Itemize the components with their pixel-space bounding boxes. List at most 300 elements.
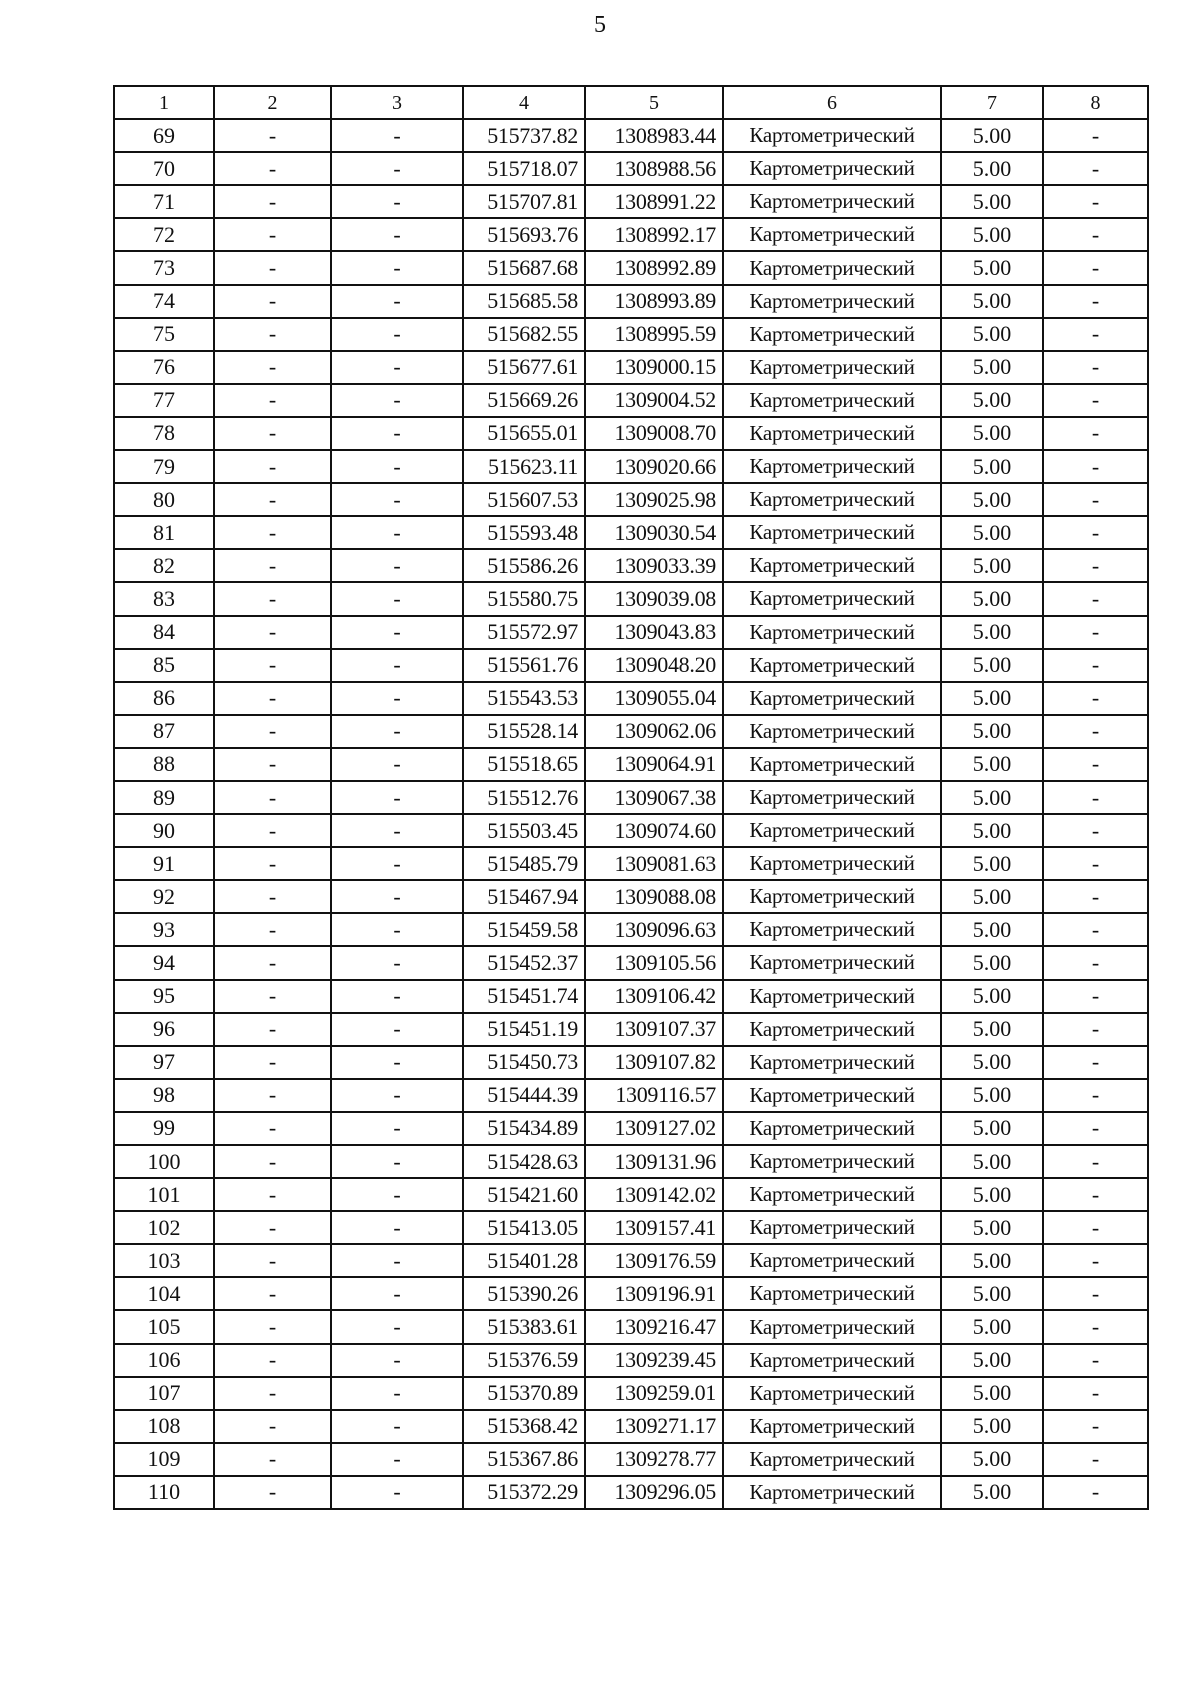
col8-cell: - — [1043, 1443, 1148, 1476]
y-coordinate-cell: 1309106.42 — [585, 980, 723, 1013]
col3-cell: - — [331, 980, 463, 1013]
method-cell: Картометрический — [723, 384, 941, 417]
x-coordinate-cell: 515718.07 — [463, 152, 585, 185]
x-coordinate-cell: 515467.94 — [463, 880, 585, 913]
accuracy-cell: 5.00 — [941, 483, 1043, 516]
point-number-cell: 99 — [114, 1112, 214, 1145]
method-cell: Картометрический — [723, 582, 941, 615]
col2-cell: - — [214, 1145, 331, 1178]
table-header-row — [114, 86, 1148, 119]
x-coordinate-cell: 515737.82 — [463, 119, 585, 152]
col3-cell: - — [331, 1377, 463, 1410]
accuracy-cell: 5.00 — [941, 1046, 1043, 1079]
col8-cell: - — [1043, 1178, 1148, 1211]
point-number-cell: 106 — [114, 1344, 214, 1377]
x-coordinate-cell: 515367.86 — [463, 1443, 585, 1476]
point-number-cell: 80 — [114, 483, 214, 516]
col2-cell: - — [214, 218, 331, 251]
col8-cell: - — [1043, 1112, 1148, 1145]
x-coordinate-cell: 515390.26 — [463, 1277, 585, 1310]
method-cell: Картометрический — [723, 715, 941, 748]
accuracy-cell: 5.00 — [941, 980, 1043, 1013]
y-coordinate-cell: 1309296.05 — [585, 1476, 723, 1509]
col8-cell: - — [1043, 649, 1148, 682]
col8-cell: - — [1043, 318, 1148, 351]
point-number-cell: 96 — [114, 1013, 214, 1046]
point-number-cell: 84 — [114, 616, 214, 649]
col8-cell: - — [1043, 1244, 1148, 1277]
x-coordinate-cell: 515368.42 — [463, 1410, 585, 1443]
method-cell: Картометрический — [723, 417, 941, 450]
col2-cell: - — [214, 1476, 331, 1509]
method-cell: Картометрический — [723, 1178, 941, 1211]
y-coordinate-cell: 1309081.63 — [585, 847, 723, 880]
y-coordinate-cell: 1309142.02 — [585, 1178, 723, 1211]
y-coordinate-cell: 1309196.91 — [585, 1277, 723, 1310]
accuracy-cell: 5.00 — [941, 285, 1043, 318]
column-header-3: 3 — [331, 86, 463, 119]
col2-cell: - — [214, 847, 331, 880]
x-coordinate-cell: 515444.39 — [463, 1079, 585, 1112]
accuracy-cell: 5.00 — [941, 549, 1043, 582]
point-number-cell: 110 — [114, 1476, 214, 1509]
accuracy-cell: 5.00 — [941, 516, 1043, 549]
col8-cell: - — [1043, 715, 1148, 748]
y-coordinate-cell: 1309004.52 — [585, 384, 723, 417]
method-cell: Картометрический — [723, 318, 941, 351]
method-cell: Картометрический — [723, 781, 941, 814]
col3-cell: - — [331, 913, 463, 946]
col3-cell: - — [331, 450, 463, 483]
point-number-cell: 74 — [114, 285, 214, 318]
col8-cell: - — [1043, 152, 1148, 185]
page-number: 5 — [594, 12, 606, 38]
accuracy-cell: 5.00 — [941, 748, 1043, 781]
col8-cell: - — [1043, 1145, 1148, 1178]
table-row — [114, 351, 1148, 384]
table-row — [114, 913, 1148, 946]
method-cell: Картометрический — [723, 1013, 941, 1046]
table-row — [114, 748, 1148, 781]
col3-cell: - — [331, 748, 463, 781]
y-coordinate-cell: 1309064.91 — [585, 748, 723, 781]
col2-cell: - — [214, 1178, 331, 1211]
point-number-cell: 108 — [114, 1410, 214, 1443]
table-row — [114, 483, 1148, 516]
col3-cell: - — [331, 417, 463, 450]
column-header-2: 2 — [214, 86, 331, 119]
col3-cell: - — [331, 1112, 463, 1145]
point-number-cell: 94 — [114, 946, 214, 979]
accuracy-cell: 5.00 — [941, 218, 1043, 251]
col8-cell: - — [1043, 351, 1148, 384]
col2-cell: - — [214, 1046, 331, 1079]
col8-cell: - — [1043, 1046, 1148, 1079]
method-cell: Картометрический — [723, 285, 941, 318]
accuracy-cell: 5.00 — [941, 1443, 1043, 1476]
method-cell: Картометрический — [723, 1145, 941, 1178]
table-row — [114, 1476, 1148, 1509]
col8-cell: - — [1043, 913, 1148, 946]
table-row — [114, 251, 1148, 284]
y-coordinate-cell: 1309107.37 — [585, 1013, 723, 1046]
y-coordinate-cell: 1309107.82 — [585, 1046, 723, 1079]
x-coordinate-cell: 515518.65 — [463, 748, 585, 781]
y-coordinate-cell: 1308992.17 — [585, 218, 723, 251]
column-header-6: 6 — [723, 86, 941, 119]
table-row — [114, 616, 1148, 649]
accuracy-cell: 5.00 — [941, 649, 1043, 682]
col2-cell: - — [214, 880, 331, 913]
col8-cell: - — [1043, 582, 1148, 615]
x-coordinate-cell: 515685.58 — [463, 285, 585, 318]
accuracy-cell: 5.00 — [941, 682, 1043, 715]
col2-cell: - — [214, 483, 331, 516]
col8-cell: - — [1043, 450, 1148, 483]
y-coordinate-cell: 1309055.04 — [585, 682, 723, 715]
col8-cell: - — [1043, 119, 1148, 152]
col8-cell: - — [1043, 748, 1148, 781]
table-row — [114, 715, 1148, 748]
x-coordinate-cell: 515682.55 — [463, 318, 585, 351]
col8-cell: - — [1043, 1277, 1148, 1310]
method-cell: Картометрический — [723, 483, 941, 516]
col2-cell: - — [214, 285, 331, 318]
table-row — [114, 318, 1148, 351]
col3-cell: - — [331, 1476, 463, 1509]
accuracy-cell: 5.00 — [941, 1112, 1043, 1145]
col2-cell: - — [214, 1344, 331, 1377]
col3-cell: - — [331, 384, 463, 417]
col3-cell: - — [331, 318, 463, 351]
col8-cell: - — [1043, 980, 1148, 1013]
point-number-cell: 88 — [114, 748, 214, 781]
col8-cell: - — [1043, 847, 1148, 880]
col3-cell: - — [331, 1443, 463, 1476]
y-coordinate-cell: 1309096.63 — [585, 913, 723, 946]
col8-cell: - — [1043, 251, 1148, 284]
col2-cell: - — [214, 516, 331, 549]
method-cell: Картометрический — [723, 980, 941, 1013]
table-row — [114, 1377, 1148, 1410]
y-coordinate-cell: 1309278.77 — [585, 1443, 723, 1476]
y-coordinate-cell: 1309239.45 — [585, 1344, 723, 1377]
col3-cell: - — [331, 946, 463, 979]
point-number-cell: 92 — [114, 880, 214, 913]
col8-cell: - — [1043, 549, 1148, 582]
method-cell: Картометрический — [723, 814, 941, 847]
point-number-cell: 85 — [114, 649, 214, 682]
method-cell: Картометрический — [723, 1079, 941, 1112]
y-coordinate-cell: 1309000.15 — [585, 351, 723, 384]
y-coordinate-cell: 1308991.22 — [585, 185, 723, 218]
method-cell: Картометрический — [723, 1277, 941, 1310]
col2-cell: - — [214, 1244, 331, 1277]
col8-cell: - — [1043, 814, 1148, 847]
point-number-cell: 72 — [114, 218, 214, 251]
method-cell: Картометрический — [723, 682, 941, 715]
table-row — [114, 781, 1148, 814]
col8-cell: - — [1043, 384, 1148, 417]
accuracy-cell: 5.00 — [941, 913, 1043, 946]
method-cell: Картометрический — [723, 351, 941, 384]
col2-cell: - — [214, 1112, 331, 1145]
y-coordinate-cell: 1309020.66 — [585, 450, 723, 483]
table-row — [114, 1344, 1148, 1377]
col3-cell: - — [331, 1344, 463, 1377]
accuracy-cell: 5.00 — [941, 1178, 1043, 1211]
point-number-cell: 95 — [114, 980, 214, 1013]
y-coordinate-cell: 1309131.96 — [585, 1145, 723, 1178]
column-header-4: 4 — [463, 86, 585, 119]
accuracy-cell: 5.00 — [941, 1410, 1043, 1443]
accuracy-cell: 5.00 — [941, 616, 1043, 649]
accuracy-cell: 5.00 — [941, 417, 1043, 450]
col2-cell: - — [214, 384, 331, 417]
table-row — [114, 1079, 1148, 1112]
col3-cell: - — [331, 152, 463, 185]
method-cell: Картометрический — [723, 152, 941, 185]
y-coordinate-cell: 1308983.44 — [585, 119, 723, 152]
col2-cell: - — [214, 1013, 331, 1046]
y-coordinate-cell: 1309259.01 — [585, 1377, 723, 1410]
point-number-cell: 109 — [114, 1443, 214, 1476]
x-coordinate-cell: 515607.53 — [463, 483, 585, 516]
table-row — [114, 1443, 1148, 1476]
col8-cell: - — [1043, 483, 1148, 516]
x-coordinate-cell: 515586.26 — [463, 549, 585, 582]
table-row — [114, 682, 1148, 715]
point-number-cell: 103 — [114, 1244, 214, 1277]
x-coordinate-cell: 515421.60 — [463, 1178, 585, 1211]
column-header-5: 5 — [585, 86, 723, 119]
col8-cell: - — [1043, 616, 1148, 649]
method-cell: Картометрический — [723, 649, 941, 682]
accuracy-cell: 5.00 — [941, 880, 1043, 913]
point-number-cell: 77 — [114, 384, 214, 417]
method-cell: Картометрический — [723, 847, 941, 880]
col3-cell: - — [331, 1310, 463, 1343]
col2-cell: - — [214, 781, 331, 814]
col2-cell: - — [214, 682, 331, 715]
accuracy-cell: 5.00 — [941, 450, 1043, 483]
col3-cell: - — [331, 582, 463, 615]
col8-cell: - — [1043, 880, 1148, 913]
col2-cell: - — [214, 185, 331, 218]
col2-cell: - — [214, 1211, 331, 1244]
point-number-cell: 105 — [114, 1310, 214, 1343]
table-row — [114, 1112, 1148, 1145]
method-cell: Картометрический — [723, 1377, 941, 1410]
x-coordinate-cell: 515450.73 — [463, 1046, 585, 1079]
point-number-cell: 102 — [114, 1211, 214, 1244]
y-coordinate-cell: 1309176.59 — [585, 1244, 723, 1277]
table-row — [114, 1145, 1148, 1178]
y-coordinate-cell: 1309025.98 — [585, 483, 723, 516]
method-cell: Картометрический — [723, 1046, 941, 1079]
table-row — [114, 1211, 1148, 1244]
table-body — [114, 119, 1148, 1509]
col2-cell: - — [214, 946, 331, 979]
accuracy-cell: 5.00 — [941, 946, 1043, 979]
point-number-cell: 82 — [114, 549, 214, 582]
col3-cell: - — [331, 1277, 463, 1310]
col3-cell: - — [331, 516, 463, 549]
table-row — [114, 847, 1148, 880]
point-number-cell: 87 — [114, 715, 214, 748]
x-coordinate-cell: 515401.28 — [463, 1244, 585, 1277]
point-number-cell: 91 — [114, 847, 214, 880]
y-coordinate-cell: 1309116.57 — [585, 1079, 723, 1112]
point-number-cell: 69 — [114, 119, 214, 152]
col3-cell: - — [331, 616, 463, 649]
col3-cell: - — [331, 549, 463, 582]
method-cell: Картометрический — [723, 1476, 941, 1509]
col2-cell: - — [214, 549, 331, 582]
col2-cell: - — [214, 152, 331, 185]
x-coordinate-cell: 515451.74 — [463, 980, 585, 1013]
col2-cell: - — [214, 616, 331, 649]
point-number-cell: 89 — [114, 781, 214, 814]
method-cell: Картометрический — [723, 616, 941, 649]
col8-cell: - — [1043, 1377, 1148, 1410]
col2-cell: - — [214, 1310, 331, 1343]
col8-cell: - — [1043, 285, 1148, 318]
coordinates-table — [113, 85, 1149, 1510]
x-coordinate-cell: 515677.61 — [463, 351, 585, 384]
x-coordinate-cell: 515413.05 — [463, 1211, 585, 1244]
col3-cell: - — [331, 649, 463, 682]
col2-cell: - — [214, 1377, 331, 1410]
method-cell: Картометрический — [723, 1344, 941, 1377]
method-cell: Картометрический — [723, 516, 941, 549]
x-coordinate-cell: 515376.59 — [463, 1344, 585, 1377]
table-row — [114, 582, 1148, 615]
col3-cell: - — [331, 351, 463, 384]
method-cell: Картометрический — [723, 450, 941, 483]
point-number-cell: 97 — [114, 1046, 214, 1079]
table-row — [114, 980, 1148, 1013]
col8-cell: - — [1043, 1211, 1148, 1244]
table-row — [114, 1410, 1148, 1443]
method-cell: Картометрический — [723, 880, 941, 913]
x-coordinate-cell: 515485.79 — [463, 847, 585, 880]
method-cell: Картометрический — [723, 185, 941, 218]
y-coordinate-cell: 1309033.39 — [585, 549, 723, 582]
col3-cell: - — [331, 1244, 463, 1277]
column-header-7: 7 — [941, 86, 1043, 119]
x-coordinate-cell: 515512.76 — [463, 781, 585, 814]
col8-cell: - — [1043, 1013, 1148, 1046]
col2-cell: - — [214, 119, 331, 152]
col3-cell: - — [331, 483, 463, 516]
col2-cell: - — [214, 1443, 331, 1476]
col2-cell: - — [214, 1410, 331, 1443]
point-number-cell: 79 — [114, 450, 214, 483]
x-coordinate-cell: 515503.45 — [463, 814, 585, 847]
accuracy-cell: 5.00 — [941, 351, 1043, 384]
col2-cell: - — [214, 1079, 331, 1112]
x-coordinate-cell: 515370.89 — [463, 1377, 585, 1410]
table-row — [114, 1277, 1148, 1310]
accuracy-cell: 5.00 — [941, 1013, 1043, 1046]
col3-cell: - — [331, 715, 463, 748]
point-number-cell: 101 — [114, 1178, 214, 1211]
accuracy-cell: 5.00 — [941, 1211, 1043, 1244]
table-row — [114, 516, 1148, 549]
y-coordinate-cell: 1309216.47 — [585, 1310, 723, 1343]
table-row — [114, 1013, 1148, 1046]
accuracy-cell: 5.00 — [941, 847, 1043, 880]
col3-cell: - — [331, 1013, 463, 1046]
method-cell: Картометрический — [723, 218, 941, 251]
method-cell: Картометрический — [723, 119, 941, 152]
point-number-cell: 83 — [114, 582, 214, 615]
col2-cell: - — [214, 1277, 331, 1310]
x-coordinate-cell: 515572.97 — [463, 616, 585, 649]
y-coordinate-cell: 1308995.59 — [585, 318, 723, 351]
table-row — [114, 1178, 1148, 1211]
col2-cell: - — [214, 351, 331, 384]
y-coordinate-cell: 1308988.56 — [585, 152, 723, 185]
point-number-cell: 73 — [114, 251, 214, 284]
table-row — [114, 814, 1148, 847]
col8-cell: - — [1043, 185, 1148, 218]
point-number-cell: 86 — [114, 682, 214, 715]
method-cell: Картометрический — [723, 1410, 941, 1443]
col3-cell: - — [331, 119, 463, 152]
x-coordinate-cell: 515623.11 — [463, 450, 585, 483]
y-coordinate-cell: 1309157.41 — [585, 1211, 723, 1244]
y-coordinate-cell: 1309039.08 — [585, 582, 723, 615]
col3-cell: - — [331, 218, 463, 251]
col2-cell: - — [214, 814, 331, 847]
point-number-cell: 107 — [114, 1377, 214, 1410]
x-coordinate-cell: 515580.75 — [463, 582, 585, 615]
point-number-cell: 75 — [114, 318, 214, 351]
accuracy-cell: 5.00 — [941, 1310, 1043, 1343]
accuracy-cell: 5.00 — [941, 1079, 1043, 1112]
x-coordinate-cell: 515655.01 — [463, 417, 585, 450]
col2-cell: - — [214, 748, 331, 781]
col2-cell: - — [214, 913, 331, 946]
method-cell: Картометрический — [723, 1310, 941, 1343]
method-cell: Картометрический — [723, 1211, 941, 1244]
accuracy-cell: 5.00 — [941, 152, 1043, 185]
table-row — [114, 384, 1148, 417]
method-cell: Картометрический — [723, 913, 941, 946]
table-row — [114, 185, 1148, 218]
accuracy-cell: 5.00 — [941, 251, 1043, 284]
y-coordinate-cell: 1309088.08 — [585, 880, 723, 913]
col3-cell: - — [331, 880, 463, 913]
point-number-cell: 90 — [114, 814, 214, 847]
column-header-1: 1 — [114, 86, 214, 119]
col2-cell: - — [214, 582, 331, 615]
table-row — [114, 285, 1148, 318]
col2-cell: - — [214, 251, 331, 284]
col2-cell: - — [214, 649, 331, 682]
method-cell: Картометрический — [723, 1112, 941, 1145]
y-coordinate-cell: 1308992.89 — [585, 251, 723, 284]
table-row — [114, 649, 1148, 682]
table-row — [114, 549, 1148, 582]
col3-cell: - — [331, 814, 463, 847]
x-coordinate-cell: 515528.14 — [463, 715, 585, 748]
table-row — [114, 1310, 1148, 1343]
column-header-8: 8 — [1043, 86, 1148, 119]
point-number-cell: 81 — [114, 516, 214, 549]
